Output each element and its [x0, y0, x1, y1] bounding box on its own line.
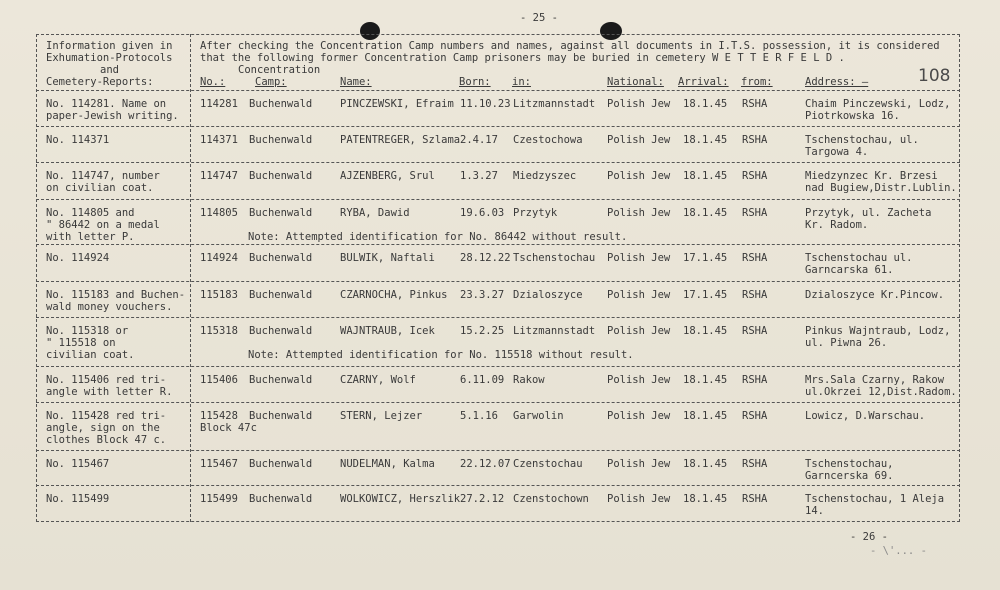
row-address-line: Tschenstochau, [805, 458, 894, 470]
intro-line-1: After checking the Concentration Camp numbers and names, against all documents in I.T.S. possession, it is considered [200, 40, 940, 52]
row-prisoner-number: 115406 [200, 374, 238, 386]
row-nationality: Polish Jew [607, 410, 671, 422]
row-camp: Buchenwald [249, 289, 313, 301]
row-arrival: 18.1.45 [683, 493, 728, 505]
row-address-line: Tschenstochau ul. [805, 252, 913, 264]
row-address-line: Kr. Radom. [805, 219, 869, 231]
row-from: RSHA [742, 98, 768, 110]
row-nationality: Polish Jew [607, 134, 671, 146]
row-birthplace: Litzmannstadt [513, 98, 596, 110]
row-camp: Buchenwald [249, 98, 313, 110]
row-divider [36, 244, 960, 245]
row-name: AJZENBERG, Srul [340, 170, 435, 182]
row-born: 5.1.16 [460, 410, 498, 422]
row-birthplace: Tschenstochau [513, 252, 596, 264]
row-prisoner-number: 114281 [200, 98, 238, 110]
row-name: CZARNOCHA, Pinkus [340, 289, 448, 301]
row-from: RSHA [742, 325, 768, 337]
row-prisoner-number: 114805 [200, 207, 238, 219]
row-born: 27.2.12 [460, 493, 505, 505]
row-camp: Buchenwald [249, 325, 313, 337]
row-born: 2.4.17 [460, 134, 498, 146]
header-col-arrival: Arrival: [678, 76, 729, 88]
row-camp: Buchenwald [249, 170, 313, 182]
row-from: RSHA [742, 134, 768, 146]
row-address-line: Tschenstochau, ul. [805, 134, 919, 146]
row-prisoner-number: 115183 [200, 289, 238, 301]
row-camp: Buchenwald [249, 207, 313, 219]
row-divider [36, 485, 960, 486]
row-camp: Buchenwald [249, 458, 313, 470]
row-born: 23.3.27 [460, 289, 505, 301]
row-name: PATENTREGER, Szlama [340, 134, 461, 146]
row-divider [36, 281, 960, 282]
row-note: Note: Attempted identification for No. 86442 without result. [248, 231, 628, 243]
row-address-line: Lowicz, D.Warschau. [805, 410, 926, 422]
row-address-line: Targowa 4. [805, 146, 869, 158]
row-divider [36, 366, 960, 367]
column-separator [190, 34, 191, 522]
row-info-line: " 115518 on [46, 337, 116, 349]
row-info-line: civilian coat. [46, 349, 135, 361]
row-address-line: 14. [805, 505, 824, 517]
row-arrival: 18.1.45 [683, 134, 728, 146]
header-left-line-4: Cemetery-Reports: [46, 76, 154, 88]
row-birthplace: Litzmannstadt [513, 325, 596, 337]
row-arrival: 17.1.45 [683, 289, 728, 301]
row-from: RSHA [742, 207, 768, 219]
row-from: RSHA [742, 493, 768, 505]
row-address-line: Przytyk, ul. Zacheta [805, 207, 932, 219]
row-info-line: wald money vouchers. [46, 301, 173, 313]
row-info-line: No. 114281. Name on [46, 98, 167, 110]
row-divider [36, 126, 960, 127]
row-born: 15.2.25 [460, 325, 505, 337]
row-birthplace: Czestochowa [513, 134, 583, 146]
row-address-line: ul.Okrzei 12,Dist.Radom. [805, 386, 957, 398]
row-camp: Buchenwald [249, 374, 313, 386]
row-address-line: Piotrkowska 16. [805, 110, 900, 122]
row-from: RSHA [742, 252, 768, 264]
row-info-line: No. 114747, number [46, 170, 160, 182]
row-info-line: " 86442 on a medal [46, 219, 160, 231]
row-divider [36, 450, 960, 451]
row-birthplace: Rakow [513, 374, 545, 386]
row-arrival: 18.1.45 [683, 410, 728, 422]
row-info-line: No. 115467 [46, 458, 110, 470]
header-col-national: National: [607, 76, 664, 88]
row-info-line: No. 115183 and Buchen- [46, 289, 186, 301]
row-arrival: 18.1.45 [683, 98, 728, 110]
row-info-line: No. 114805 and [46, 207, 135, 219]
row-prisoner-number: 114747 [200, 170, 238, 182]
row-arrival: 17.1.45 [683, 252, 728, 264]
row-nationality: Polish Jew [607, 207, 671, 219]
row-camp: Buchenwald [249, 134, 313, 146]
row-birthplace: Dzialoszyce [513, 289, 583, 301]
row-address-line: Mrs.Sala Czarny, Rakow [805, 374, 945, 386]
row-info-line: paper-Jewish writing. [46, 110, 179, 122]
row-address-line: Pinkus Wajntraub, Lodz, [805, 325, 951, 337]
row-born: 11.10.23 [460, 98, 511, 110]
row-name: CZARNY, Wolf [340, 374, 416, 386]
row-info-line: No. 115428 red tri- [46, 410, 167, 422]
row-name: NUDELMAN, Kalma [340, 458, 435, 470]
row-prisoner-number: 115318 [200, 325, 238, 337]
row-divider [36, 402, 960, 403]
header-col-in: in: [512, 76, 531, 88]
intro-line-2: that the following former Concentration Camp prisoners may be buried in cemetery W E T T E R F E L D . [200, 52, 845, 64]
row-name: PINCZEWSKI, Efraim [340, 98, 454, 110]
row-born: 19.6.03 [460, 207, 505, 219]
row-info-line: No. 115499 [46, 493, 110, 505]
header-col-born: Born: [459, 76, 491, 88]
row-arrival: 18.1.45 [683, 325, 728, 337]
row-birthplace: Przytyk [513, 207, 558, 219]
row-from: RSHA [742, 374, 768, 386]
row-info-line: No. 114371 [46, 134, 110, 146]
row-name: WOLKOWICZ, Herszlik [340, 493, 461, 505]
row-prisoner-number: 115467 [200, 458, 238, 470]
row-name: RYBA, Dawid [340, 207, 410, 219]
page-bottom-mark: - \'... - [870, 545, 927, 557]
sheet-number: 108 [918, 66, 951, 86]
row-info-line: with letter P. [46, 231, 135, 243]
row-nationality: Polish Jew [607, 374, 671, 386]
row-address-line: Chaim Pinczewski, Lodz, [805, 98, 951, 110]
row-divider [36, 317, 960, 318]
row-info-line: angle with letter R. [46, 386, 173, 398]
header-col-from: from: [741, 76, 773, 88]
row-born: 28.12.22 [460, 252, 511, 264]
row-info-line: No. 115318 or [46, 325, 129, 337]
row-from: RSHA [742, 289, 768, 301]
row-address-line: Tschenstochau, 1 Aleja [805, 493, 945, 505]
row-address-line: Garncarska 61. [805, 264, 894, 276]
row-born: 6.11.09 [460, 374, 505, 386]
row-name: STERN, Lejzer [340, 410, 423, 422]
row-prisoner-number: 114924 [200, 252, 238, 264]
row-nationality: Polish Jew [607, 289, 671, 301]
row-nationality: Polish Jew [607, 252, 671, 264]
header-col-name: Name: [340, 76, 372, 88]
row-nationality: Polish Jew [607, 170, 671, 182]
header-col-no: No.: [200, 76, 226, 88]
row-divider [36, 199, 960, 200]
row-from: RSHA [742, 170, 768, 182]
row-prisoner-number: 115428 [200, 410, 238, 422]
row-address-line: Dzialoszyce Kr.Pincow. [805, 289, 945, 301]
row-nationality: Polish Jew [607, 325, 671, 337]
row-birthplace: Czenstochown [513, 493, 589, 505]
row-divider [36, 90, 960, 91]
row-info-line: clothes Block 47 c. [46, 434, 167, 446]
header-left-line-3: and [100, 64, 119, 76]
row-address-line: nad Bugiew,Distr.Lublin. [805, 182, 957, 194]
row-camp: Buchenwald [249, 493, 313, 505]
row-arrival: 18.1.45 [683, 458, 728, 470]
row-from: RSHA [742, 410, 768, 422]
row-arrival: 18.1.45 [683, 170, 728, 182]
row-info-line: No. 114924 [46, 252, 110, 264]
page-number-top: - 25 - [520, 12, 558, 24]
row-info-line: angle, sign on the [46, 422, 160, 434]
row-name: WAJNTRAUB, Icek [340, 325, 435, 337]
row-address-line: ul. Piwna 26. [805, 337, 888, 349]
row-camp-block: Block 47c [200, 422, 257, 434]
row-camp: Buchenwald [249, 410, 313, 422]
row-address-line: Miedzynzec Kr. Brzesi [805, 170, 938, 182]
page-number-bottom: - 26 - [850, 531, 888, 543]
row-prisoner-number: 115499 [200, 493, 238, 505]
header-left-line-2: Exhumation-Protocols [46, 52, 173, 64]
header-left-line-1: Information given in [46, 40, 173, 52]
row-divider [36, 162, 960, 163]
row-info-line: No. 115406 red tri- [46, 374, 167, 386]
row-note: Note: Attempted identification for No. 115518 without result. [248, 349, 634, 361]
row-birthplace: Miedzyszec [513, 170, 577, 182]
header-col-address: Address: – [805, 76, 869, 88]
header-concentration: Concentration [238, 64, 321, 76]
row-born: 1.3.27 [460, 170, 498, 182]
row-arrival: 18.1.45 [683, 207, 728, 219]
row-from: RSHA [742, 458, 768, 470]
row-arrival: 18.1.45 [683, 374, 728, 386]
row-name: BULWIK, Naftali [340, 252, 435, 264]
row-nationality: Polish Jew [607, 493, 671, 505]
row-info-line: on civilian coat. [46, 182, 154, 194]
row-born: 22.12.07 [460, 458, 511, 470]
row-nationality: Polish Jew [607, 458, 671, 470]
header-col-camp: Camp: [255, 76, 287, 88]
row-prisoner-number: 114371 [200, 134, 238, 146]
row-nationality: Polish Jew [607, 98, 671, 110]
row-birthplace: Czenstochau [513, 458, 583, 470]
row-address-line: Garncerska 69. [805, 470, 894, 482]
row-birthplace: Garwolin [513, 410, 564, 422]
row-camp: Buchenwald [249, 252, 313, 264]
